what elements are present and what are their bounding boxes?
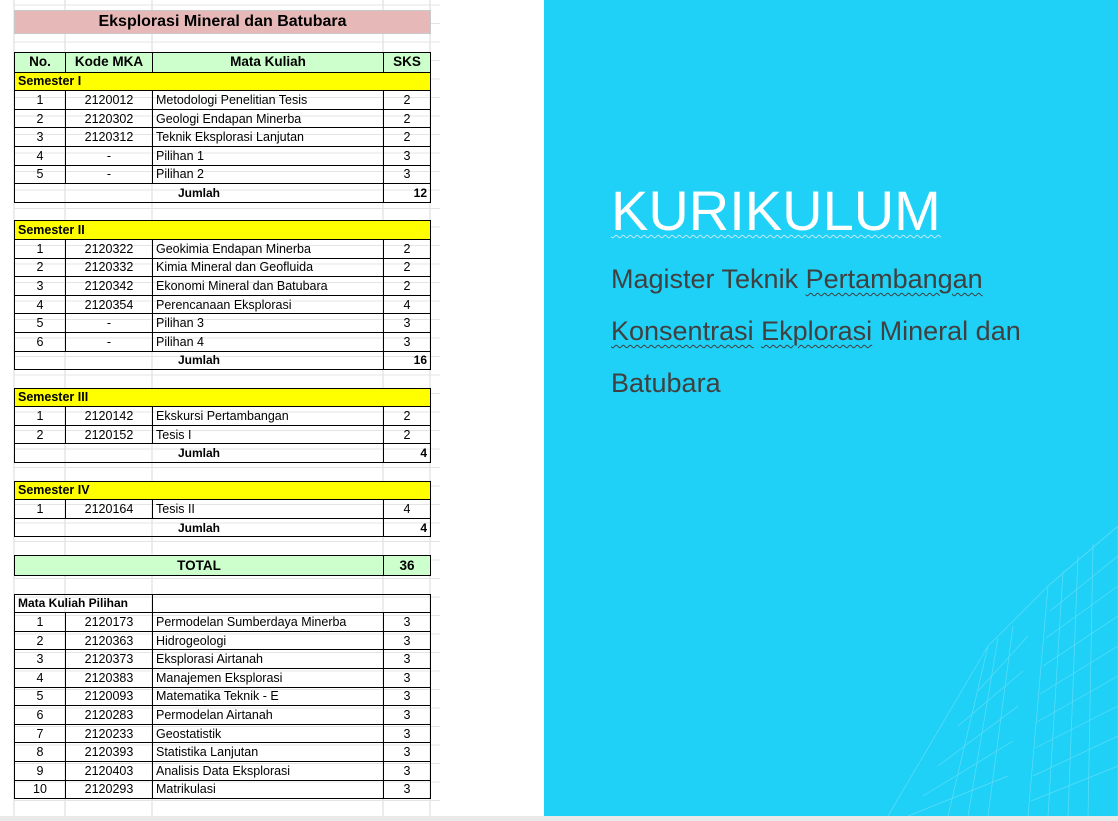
semester-row [15, 72, 431, 91]
cell-code: 2120012 [66, 91, 153, 110]
cell-sks: 2 [384, 128, 431, 147]
cell-course: Permodelan Airtanah [153, 706, 384, 725]
cell-course: Tesis I [153, 425, 384, 444]
subtitle-line-2-underlined-2: Ekplorasi [761, 316, 873, 346]
cell-course: Hidrogeologi [153, 631, 384, 650]
table-row [15, 332, 431, 351]
blank-cell [15, 202, 431, 221]
cell-course: Pilihan 4 [153, 332, 384, 351]
cell-code: 2120302 [66, 109, 153, 128]
cell-sks: 4 [384, 500, 431, 519]
blank-cell [15, 463, 431, 482]
elective-row [15, 724, 431, 743]
cell-sks: 3 [384, 314, 431, 333]
cell-no: 5 [15, 687, 66, 706]
cell-code: 2120142 [66, 407, 153, 426]
cell-code: 2120393 [66, 743, 153, 762]
elective-row [15, 743, 431, 762]
table-row [15, 91, 431, 110]
cell-no: 5 [15, 314, 66, 333]
subtotal-label: Jumlah [15, 351, 384, 370]
cell-course: Geologi Endapan Minerba [153, 109, 384, 128]
cell-sks: 3 [384, 146, 431, 165]
cell-sks: 3 [384, 724, 431, 743]
cell-course: Geokimia Endapan Minerba [153, 239, 384, 258]
cell-course: Ekonomi Mineral dan Batubara [153, 277, 384, 296]
subtitle-line-2-plain: Mineral dan [872, 316, 1021, 346]
subtitle-line-3: Batubara [611, 368, 721, 398]
table-row [15, 295, 431, 314]
table-title-row [15, 11, 431, 34]
table-row [15, 407, 431, 426]
cell-no: 5 [15, 165, 66, 184]
subtotal-value: 12 [384, 184, 431, 203]
cell-course: Kimia Mineral dan Geofluida [153, 258, 384, 277]
elective-row [15, 780, 431, 799]
cell-no: 4 [15, 146, 66, 165]
cell-code: 2120173 [66, 613, 153, 632]
cell-course: Ekskursi Pertambangan [153, 407, 384, 426]
cell-course: Eksplorasi Airtanah [153, 650, 384, 669]
cell-code: 2120312 [66, 128, 153, 147]
cell-no: 2 [15, 631, 66, 650]
cell-course: Teknik Eksplorasi Lanjutan [153, 128, 384, 147]
electives-header-spacer [153, 594, 431, 613]
cell-code: 2120363 [66, 631, 153, 650]
table-row [15, 165, 431, 184]
cell-code: 2120342 [66, 277, 153, 296]
cell-sks: 3 [384, 613, 431, 632]
cell-no: 6 [15, 706, 66, 725]
blank-cell [15, 576, 431, 595]
cell-course: Permodelan Sumberdaya Minerba [153, 613, 384, 632]
subtitle-line-2 [611, 316, 1021, 347]
subtitle-line-1-plain: Magister Teknik [611, 264, 806, 294]
table-title: Eksplorasi Mineral dan Batubara [15, 11, 431, 34]
cell-code: 2120373 [66, 650, 153, 669]
cell-sks: 2 [384, 258, 431, 277]
cell-course: Geostatistik [153, 724, 384, 743]
table-row [15, 500, 431, 519]
elective-row [15, 669, 431, 688]
cell-code: 2120403 [66, 761, 153, 780]
header-no: No. [15, 52, 66, 72]
cell-no: 3 [15, 128, 66, 147]
subtotal-value: 4 [384, 518, 431, 537]
cell-sks: 3 [384, 631, 431, 650]
electives-header-row [15, 594, 431, 613]
subtitle-line-2-underlined-1: Konsentrasi [611, 316, 754, 346]
cell-sks: 3 [384, 650, 431, 669]
cell-course: Manajemen Eksplorasi [153, 669, 384, 688]
subtotal-label: Jumlah [15, 518, 384, 537]
cell-no: 1 [15, 613, 66, 632]
cell-sks: 3 [384, 332, 431, 351]
cell-no: 6 [15, 332, 66, 351]
cell-no: 8 [15, 743, 66, 762]
subtotal-label: Jumlah [15, 444, 384, 463]
cell-code: 2120383 [66, 669, 153, 688]
subtotal-row [15, 518, 431, 537]
elective-row [15, 761, 431, 780]
cell-sks: 3 [384, 687, 431, 706]
cell-no: 4 [15, 295, 66, 314]
subtotal-value: 4 [384, 444, 431, 463]
semester-label: Semester I [15, 72, 431, 91]
blank-row [15, 34, 431, 53]
elective-row [15, 613, 431, 632]
elective-row [15, 687, 431, 706]
cell-code: 2120164 [66, 500, 153, 519]
grand-total-value: 36 [384, 556, 431, 576]
subtotal-row [15, 444, 431, 463]
cell-sks: 2 [384, 91, 431, 110]
cell-sks: 3 [384, 165, 431, 184]
semester-row [15, 481, 431, 500]
header-sks: SKS [384, 52, 431, 72]
blank-row [15, 202, 431, 221]
table-row [15, 239, 431, 258]
elective-row [15, 706, 431, 725]
cell-course: Matematika Teknik - E [153, 687, 384, 706]
subtotal-value: 16 [384, 351, 431, 370]
cell-sks: 2 [384, 407, 431, 426]
cell-sks: 3 [384, 761, 431, 780]
blank-row [15, 576, 431, 595]
cell-no: 3 [15, 650, 66, 669]
table-row [15, 258, 431, 277]
building-wireframe-graphic [878, 486, 1118, 816]
cell-sks: 2 [384, 239, 431, 258]
cell-no: 2 [15, 258, 66, 277]
cell-code: 2120332 [66, 258, 153, 277]
cell-no: 4 [15, 669, 66, 688]
cell-course: Perencanaan Eksplorasi [153, 295, 384, 314]
cell-code: - [66, 165, 153, 184]
cell-code: 2120233 [66, 724, 153, 743]
bottom-scroll-strip [0, 816, 1118, 821]
cell-sks: 2 [384, 425, 431, 444]
cell-code: 2120093 [66, 687, 153, 706]
semester-row [15, 388, 431, 407]
slide-panel [544, 0, 1118, 816]
subtitle-line-1-underlined: Pertambangan [805, 264, 983, 294]
subtitle-line-1 [611, 264, 983, 295]
cell-course: Statistika Lanjutan [153, 743, 384, 762]
cell-course: Tesis II [153, 500, 384, 519]
blank-row [15, 537, 431, 556]
elective-row [15, 650, 431, 669]
curriculum-table [14, 10, 431, 799]
cell-sks: 3 [384, 706, 431, 725]
cell-sks: 3 [384, 780, 431, 799]
cell-code: 2120293 [66, 780, 153, 799]
grand-total-row [15, 556, 431, 576]
table-row [15, 277, 431, 296]
cell-code: 2120322 [66, 239, 153, 258]
cell-no: 1 [15, 91, 66, 110]
table-row [15, 314, 431, 333]
blank-cell [15, 537, 431, 556]
cell-no: 1 [15, 407, 66, 426]
semester-label: Semester IV [15, 481, 431, 500]
electives-label: Mata Kuliah Pilihan [15, 594, 153, 613]
cell-code: - [66, 146, 153, 165]
cell-code: - [66, 314, 153, 333]
blank-row [15, 370, 431, 389]
cell-no: 3 [15, 277, 66, 296]
blank-cell [15, 370, 431, 389]
cell-no: 1 [15, 239, 66, 258]
subtotal-row [15, 184, 431, 203]
cell-code: 2120152 [66, 425, 153, 444]
cell-sks: 4 [384, 295, 431, 314]
header-course: Mata Kuliah [153, 52, 384, 72]
cell-sks: 2 [384, 109, 431, 128]
cell-no: 1 [15, 500, 66, 519]
table-header-row [15, 52, 431, 72]
cell-code: - [66, 332, 153, 351]
table-row [15, 109, 431, 128]
grand-total-label: TOTAL [15, 556, 384, 576]
cell-no: 9 [15, 761, 66, 780]
spreadsheet-panel [0, 0, 544, 821]
cell-course: Analisis Data Eksplorasi [153, 761, 384, 780]
cell-no: 7 [15, 724, 66, 743]
subtotal-row [15, 351, 431, 370]
subtotal-label: Jumlah [15, 184, 384, 203]
cell-course: Pilihan 3 [153, 314, 384, 333]
table-row [15, 146, 431, 165]
cell-sks: 3 [384, 743, 431, 762]
cell-course: Matrikulasi [153, 780, 384, 799]
cell-course: Pilihan 2 [153, 165, 384, 184]
header-code: Kode MKA [66, 52, 153, 72]
cell-no: 2 [15, 425, 66, 444]
cell-sks: 3 [384, 669, 431, 688]
cell-course: Pilihan 1 [153, 146, 384, 165]
cell-sks: 2 [384, 277, 431, 296]
cell-no: 2 [15, 109, 66, 128]
semester-row [15, 221, 431, 240]
cell-no: 10 [15, 780, 66, 799]
cell-code: 2120354 [66, 295, 153, 314]
semester-label: Semester II [15, 221, 431, 240]
table-row [15, 425, 431, 444]
cell-code: 2120283 [66, 706, 153, 725]
cell-course: Metodologi Penelitian Tesis [153, 91, 384, 110]
blank-row [15, 463, 431, 482]
table-row [15, 128, 431, 147]
elective-row [15, 631, 431, 650]
slide-heading: KURIKULUM [611, 179, 941, 242]
semester-label: Semester III [15, 388, 431, 407]
